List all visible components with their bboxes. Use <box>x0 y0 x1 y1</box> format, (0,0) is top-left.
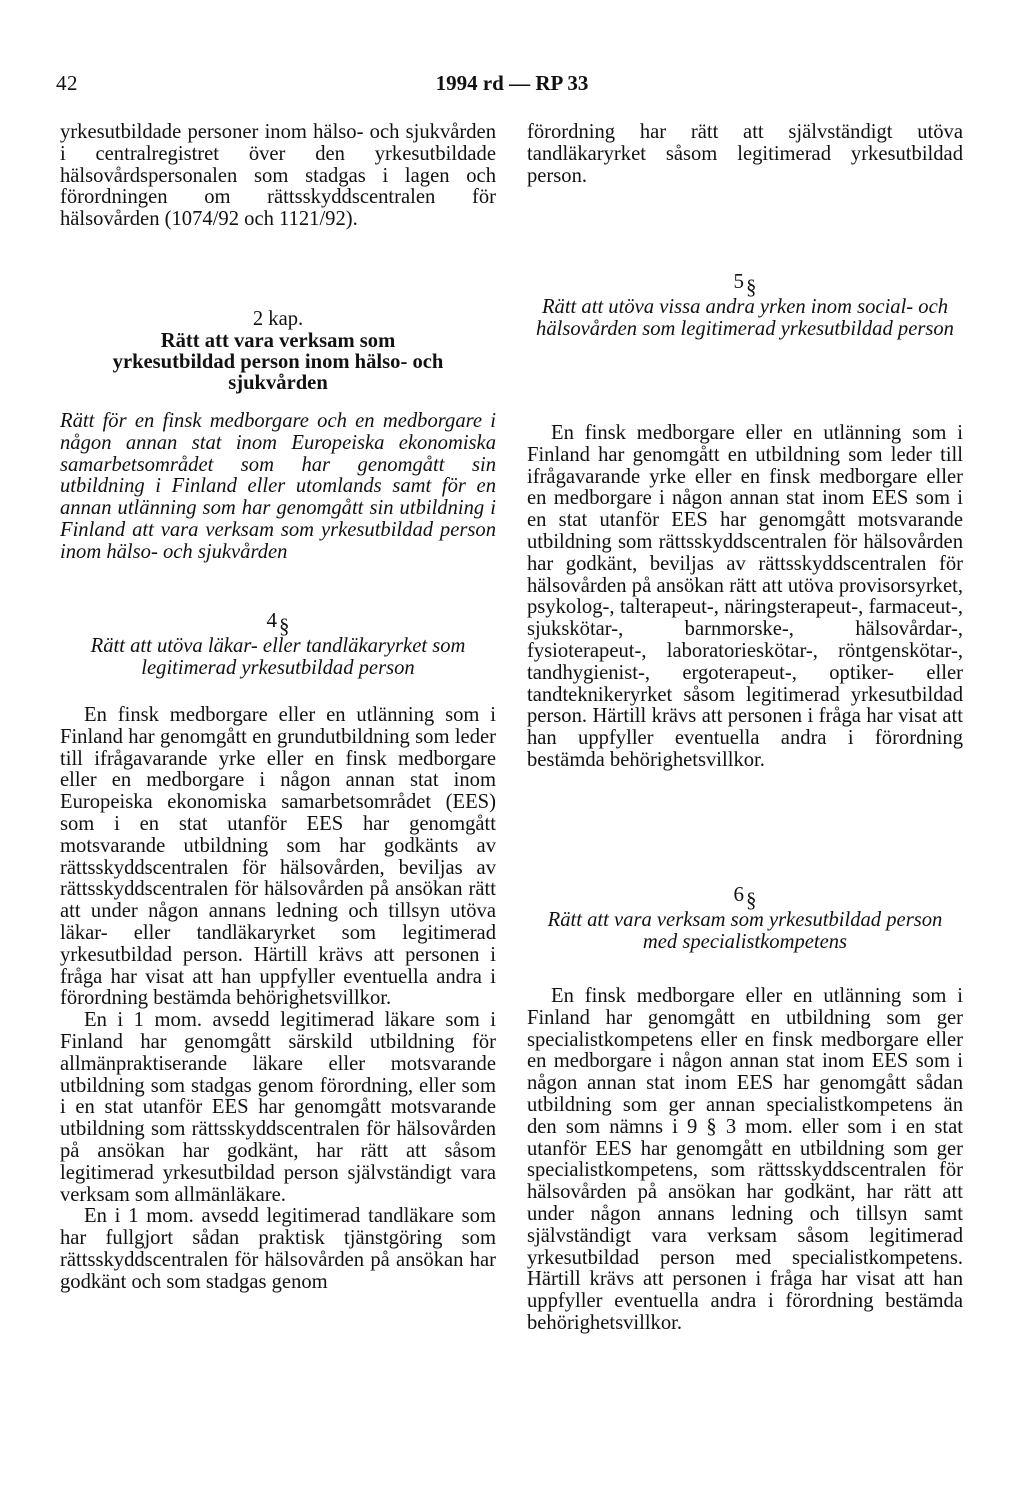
running-head: 1994 rd — RP 33 <box>435 71 589 95</box>
section-sign-icon: § <box>746 888 757 912</box>
section-6-title: Rätt att vara verksam som yrkesutbildad person med specialistkompetens <box>547 908 943 953</box>
section-5-paragraph: En finsk medborgare eller en utlänning som i Finland har genomgått en utbildning som leder till ifrågavarande yrke eller en finsk medborgare eller en medborgare i någon annan stat inom EES som i en stat utanför EES har genomgått motsvarande utbildning som rättsskyddscentralen för hälsovården har godkänt, beviljas av rättsskyddscentralen för hälsovården på ansökan rätt att utöva provisorsyrket, psykolog-, talterapeut-, näringsterapeut-, farmaceut-, sjukskötar-, barnmorske-, hälsovårdar-, fysioterapeut-, laboratorieskötar-, röntgenskötar-, tandhygienist-, ergoterapeut-, optiker- eller tandteknikeryrket såsom legitimerad yrkesutbildad person. Härtill krävs att personen i fråga har visat att han uppfyller eventuella andra i förordning bestämda behörighetsvillkor. <box>527 422 963 771</box>
section-5-body <box>527 423 963 772</box>
section-6-number-text: 6 <box>733 882 744 906</box>
section-6-body <box>527 986 963 1335</box>
section-6-number <box>527 882 963 912</box>
page-number: 42 <box>56 71 78 95</box>
continuation-block <box>527 122 963 187</box>
section-sign-icon: § <box>746 275 757 299</box>
chapter-italic-heading: Rätt för en finsk medborgare och en medborgare i någon annan stat inom Europeiska ekonomiska samarbetsområdet som har genomgått sin utbildning i Finland eller utomlands samt för en annan utlänning som har genomgått sin utbildning i Finland att vara verksam som yrkesutbildad person inom hälso- och sjukvården <box>60 410 496 563</box>
continuation-paragraph: förordning har rätt att självständigt utöva tandläkaryrket såsom legitimerad yrkesutbildad person. <box>527 121 963 187</box>
section-6-heading <box>527 884 963 953</box>
chapter-italic-heading-block <box>60 411 496 564</box>
section-6-paragraph: En finsk medborgare eller en utlänning som i Finland har genomgått en utbildning som ger specialistkompetens eller en finsk medborgare eller en medborgare i någon annan stat inom EES som i någon annan stat inom EES har genomgått sådan utbildning som ger annan specialistkompetens än den som nämns i 9 § 3 mom. eller som i en stat utanför EES har genomgått en utbildning som ger specialistkompetens, som rättsskyddscentralen för hälsovården på ansökan har godkänt, har rätt att under någon annans ledning och tillsyn samt självständigt vara verksam såsom legitimerad yrkesutbildad person med specialistkompetens. Härtill krävs att personen i fråga har visat att han uppfyller eventuella andra i förordning bestämda behörighetsvillkor. <box>527 985 963 1334</box>
section-5-heading <box>527 271 963 340</box>
chapter-title: Rätt att vara verksam som yrkesutbildad person inom hälso- och sjukvården <box>112 329 444 394</box>
chapter-heading <box>60 309 496 394</box>
section-5-number-text: 5 <box>733 269 744 293</box>
section-5-title: Rätt att utöva vissa andra yrken inom social- och hälsovården som legitimerad yrkesutbildad person <box>536 295 954 340</box>
section-4-heading <box>60 610 496 679</box>
section-sign-icon: § <box>279 614 290 638</box>
section-4-title: Rätt att utöva läkar- eller tandläkaryrket som legitimerad yrkesutbildad person <box>90 634 466 679</box>
chapter-number: 2 kap. <box>252 308 304 330</box>
intro-paragraph: yrkesutbildade personer inom hälso- och sjukvården i centralregistret över den yrkesutbildade hälsovårdspersonalen som stadgas i lagen och förordningen om rättsskyddscentralen för hälsovården (1074/92 och 1121/92). <box>60 121 496 231</box>
section-4-body <box>60 705 496 1294</box>
section-4-paragraph-1: En finsk medborgare eller en utlänning som i Finland har genomgått en grundutbildning som leder till ifrågavarande yrke eller en finsk medborgare eller en medborgare i någon annan stat inom Europeiska ekonomiska samarbetsområdet (EES) som i en stat utanför EES har genomgått motsvarande utbildning som har godkänts av rättsskyddscentralen för hälsovården, beviljas av rättsskyddscentralen för hälsovården på ansökan rätt att under någon annans ledning och tillsyn utöva läkar- eller tandläkaryrket som legitimerad yrkesutbildad person. Härtill krävs att personen i fråga har visat att han uppfyller eventuella andra i förordning bestämda behörighetsvillkor. <box>60 704 496 1010</box>
section-4-number <box>60 608 496 638</box>
section-4-paragraph-2: En i 1 mom. avsedd legitimerad läkare som i Finland har genomgått särskild utbildning för allmänpraktiserande läkare eller motsvarande utbildning som stadgas genom förordning, eller som i en stat utanför EES har genomgått motsvarande utbildning som rättsskyddscentralen för hälsovården på ansökan har godkänt, har rätt att såsom legitimerad yrkesutbildad person självständigt vara verksam som allmänläkare. <box>60 1009 496 1206</box>
section-4-number-text: 4 <box>266 608 277 632</box>
section-5-number <box>527 269 963 299</box>
intro-block <box>60 122 496 231</box>
section-4-paragraph-3: En i 1 mom. avsedd legitimerad tandläkare som har fullgjort sådan praktisk tjänstgöring som rättsskyddscentralen för hälsovården på ansökan har godkänt och som stadgas genom <box>60 1205 496 1293</box>
